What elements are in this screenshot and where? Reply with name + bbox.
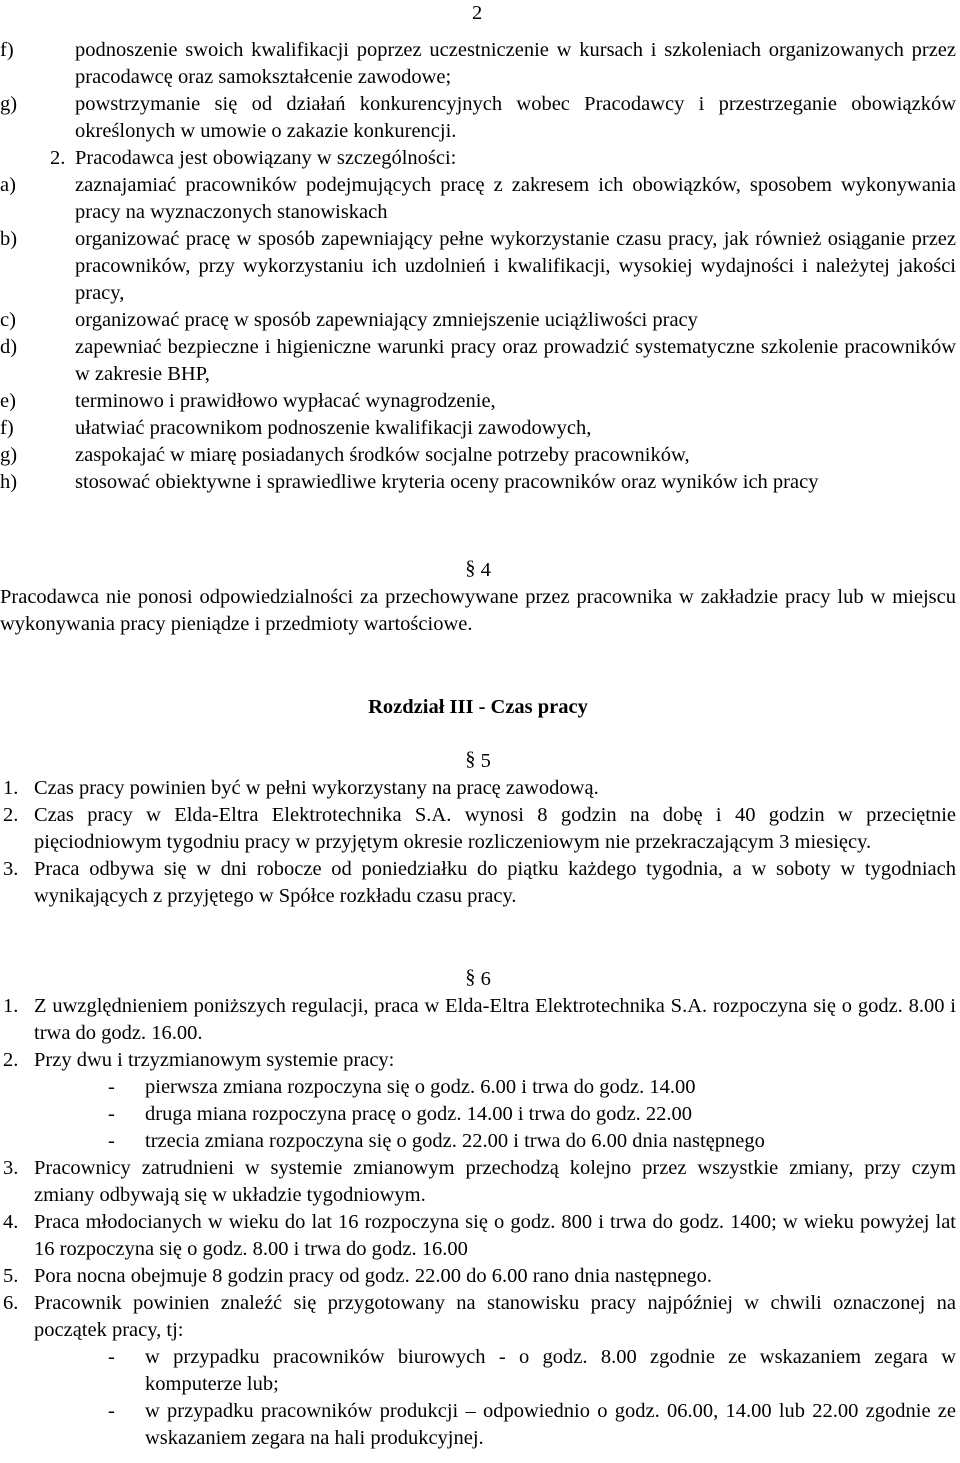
section-6 (0, 966, 956, 1452)
list-item: f) podnoszenie swoich kwalifikacji poprzez uczestniczenie w kursach i szkoleniach organizowanych przez pracodawcę oraz samokształcenie zawodowe; (0, 39, 956, 88)
list-item: 2. Przy dwu i trzyzmianowym systemie pracy: (3, 1049, 395, 1071)
list-item: 4. Praca młodocianych w wieku do lat 16 rozpoczyna się o godz. 800 i trwa do godz. 1400; w wieku powyżej lat 16 rozpoczyna się o godz. 8.00 i trwa do godz. 16.00 (3, 1211, 956, 1260)
list-item: 5. Pora nocna obejmuje 8 godzin pracy od godz. 22.00 do 6.00 rano dnia następnego. (3, 1265, 713, 1287)
page-number: 2 (472, 2, 483, 24)
paragraph: Pracodawca nie ponosi odpowiedzialności za przechowywane przez pracownika w zakładzie pracy lub w miejscu wykonywania pracy pieniądze i przedmioty wartościowe. (0, 586, 956, 635)
list-item: e) terminowo i prawidłowo wypłacać wynagrodzenie, (0, 390, 496, 412)
list-item: h) stosować obiektywne i sprawiedliwe kryteria oceny pracowników oraz wyników ich pracy (0, 471, 819, 493)
list-item: g) powstrzymanie się od działań konkurencyjnych wobec Pracodawcy i przestrzeganie obowiązków określonych w umowie o zakazie konkurencji. (0, 93, 956, 142)
list-item: d) zapewniać bezpieczne i higieniczne warunki pracy oraz prowadzić systematyczne szkolenie pracowników w zakresie BHP, (0, 336, 956, 385)
list-item: g) zaspokajać w miarę posiadanych środków socjalne potrzeby pracowników, (0, 444, 690, 466)
section-heading: § 6 (465, 966, 491, 990)
chapter-title: Rozdział III - Czas pracy (368, 696, 588, 718)
bullet-item: - w przypadku pracowników produkcji – odpowiednio o godz. 06.00, 14.00 lub 22.00 zgodnie ze wskazaniem zegara na hali produkcyjnej. (108, 1400, 956, 1449)
shift-item: - trzecia zmiana rozpoczyna się o godz. 22.00 i trwa do 6.00 dnia następnego (108, 1130, 765, 1152)
list-item: c) organizować pracę w sposób zapewniający zmniejszenie uciążliwości pracy (0, 309, 698, 331)
shift-item: - pierwsza zmiana rozpoczyna się o godz. 6.00 i trwa do godz. 14.00 (108, 1076, 696, 1098)
list-item: 6. Pracownik powinien znaleźć się przygotowany na stanowisku pracy najpóźniej w chwili oznaczonej na początek pracy, tj: (3, 1292, 956, 1341)
bullet-item: - w przypadku pracowników biurowych - o godz. 8.00 zgodnie ze wskazaniem zegara w komputerze lub; (108, 1346, 956, 1395)
employee-duties-continuation (0, 37, 956, 145)
list-item: 3. Praca odbywa się w dni robocze od poniedziałku do piątku każdego tygodnia, a w soboty w tygodniach wynikających z przyjętego w Spółce rozkładu czasu pracy. (3, 858, 956, 907)
list-item: 1. Z uwzględnieniem poniższych regulacji, praca w Elda-Eltra Elektrotechnika S.A. rozpoczyna się o godz. 8.00 i trwa do godz. 16.00. (3, 995, 956, 1044)
list-item: f) ułatwiać pracownikom podnoszenie kwalifikacji zawodowych, (0, 417, 592, 439)
list-item: 2. Czas pracy w Elda-Eltra Elektrotechnika S.A. wynosi 8 godzin na dobę i 40 godzin w przeciętnie pięciodniowym tygodniu pracy w przyjętym okresie rozliczeniowym nie przekraczającym 3 miesięcy. (3, 804, 956, 853)
section-heading: § 5 (465, 748, 491, 772)
section-4 (0, 557, 956, 638)
list-item: 1. Czas pracy powinien być w pełni wykorzystany na pracę zawodową. (3, 777, 599, 799)
list-item: a) zaznajamiać pracowników podejmujących pracę z zakresem ich obowiązków, sposobem wykonywania pracy na wyznaczonych stanowiskach (0, 174, 956, 223)
point-2: 2. Pracodawca jest obowiązany w szczególności: (50, 147, 457, 169)
list-item: b) organizować pracę w sposób zapewniający pełne wykorzystanie czasu pracy, jak również osiąganie przez pracowników, przy wykorzystaniu ich uzdolnień i kwalifikacji, wysokiej wydajności i należytej jakości pracy, (0, 228, 956, 304)
employer-duties (0, 145, 956, 496)
section-sign: § (465, 966, 476, 988)
section-sign: § (465, 748, 476, 770)
section-5 (0, 748, 956, 910)
section-sign: § (465, 557, 476, 579)
shift-item: - druga miana rozpoczyna pracę o godz. 14.00 i trwa do godz. 22.00 (108, 1103, 693, 1125)
section-heading: § 4 (465, 557, 491, 581)
list-item: 3. Pracownicy zatrudnieni w systemie zmianowym przechodzą kolejno przez wszystkie zmiany, przy czym zmiany odbywają się w układzie tygodniowym. (3, 1157, 956, 1206)
